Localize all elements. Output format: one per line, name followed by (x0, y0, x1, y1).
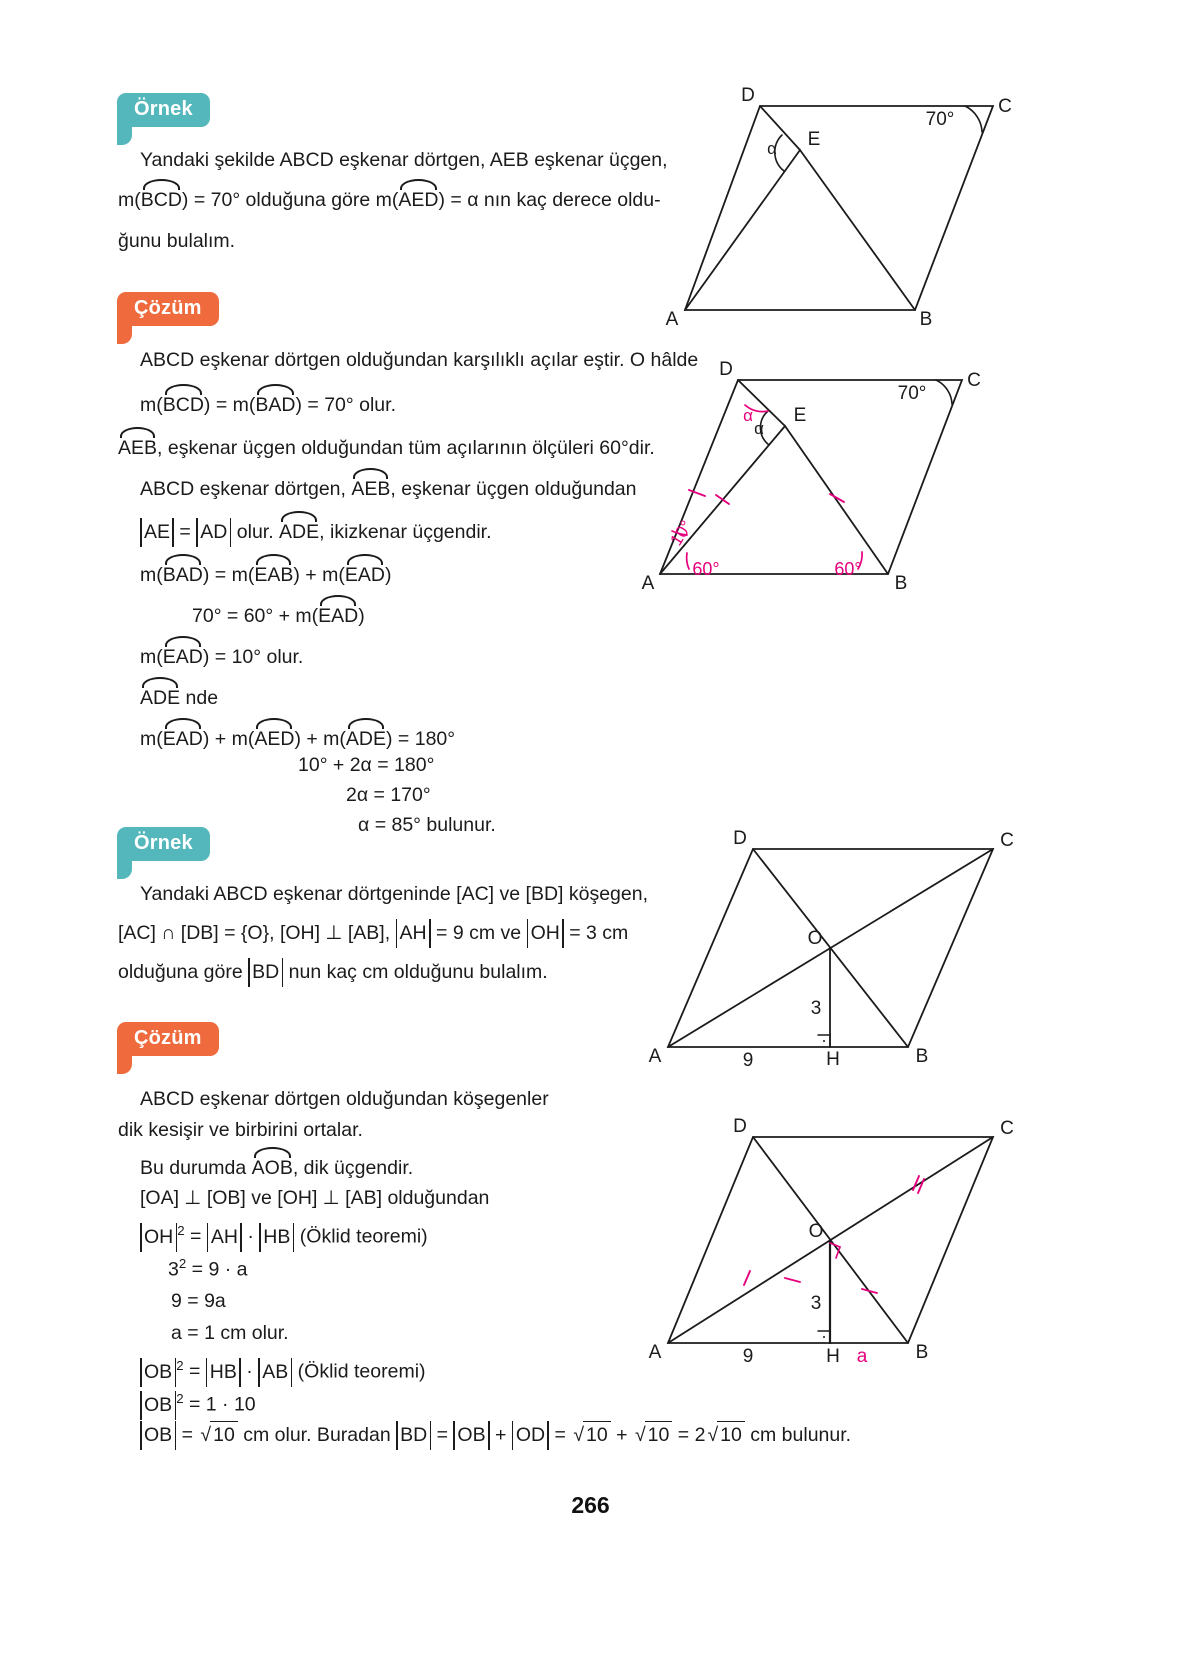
fig3-label-C: C (1000, 830, 1014, 851)
angle-label: AEB (118, 437, 158, 459)
solution2-line4: [OA] ⊥ [OB] ve [OH] ⊥ [AB] olduğundan (140, 1187, 490, 1209)
angle-arc-icon (348, 718, 384, 729)
plus2: ) + m( (294, 728, 346, 750)
angle-ade (279, 516, 319, 546)
fig2-angle-A: 60° (692, 559, 720, 579)
angle-ead (318, 600, 358, 630)
angle-bcd (141, 184, 182, 214)
fig4-measure-HB: a (856, 1346, 868, 1367)
fig2-label-D: D (719, 359, 733, 380)
angle-arc-icon (165, 636, 201, 647)
badge-ornek-1 (117, 93, 210, 146)
angle-eab (254, 559, 293, 589)
radicand: 10 (210, 1421, 238, 1449)
angle-arc-icon (165, 718, 201, 729)
abs-ah: AH (207, 1224, 242, 1251)
example2-line1: Yandaki ABCD eşkenar dörtgeninde [AC] ve [BD] köşegen, (140, 883, 649, 905)
fig3-label-O: O (807, 928, 823, 949)
tail: ) = 10° olur. (202, 646, 304, 668)
angle-bcd (163, 389, 204, 419)
angle-label: EAD (344, 564, 385, 586)
eq: = (183, 1360, 206, 1383)
fig2-label-B: B (894, 573, 908, 594)
solution1-line6 (140, 559, 391, 589)
fig2-angle-E: α (754, 419, 764, 438)
angle-arc-icon (143, 179, 180, 190)
badge-tail (117, 860, 132, 879)
fig4-label-H: H (826, 1346, 840, 1367)
fig1-label-C: C (998, 96, 1012, 117)
badge-tail (117, 1055, 132, 1074)
solution1-line11: 10° + 2α = 180° (298, 754, 435, 776)
three: 3 (168, 1258, 179, 1281)
abs-hb: HB (206, 1359, 241, 1386)
fig2-angle-B: 60° (834, 559, 862, 579)
plus: + (489, 1424, 512, 1446)
angle-label: EAD (162, 646, 203, 668)
angle-label: EAD (162, 728, 203, 750)
abs-bd: BD (248, 959, 283, 986)
m-open: m( (140, 564, 163, 586)
fig1-angle-E: α (767, 139, 777, 158)
badge-tail (117, 325, 132, 344)
solution1-line9 (140, 682, 218, 712)
solution1-line4 (140, 473, 637, 503)
abs-ah: AH (396, 920, 431, 947)
badge-ornek-1-label: Örnek (117, 93, 210, 127)
example1-mid: ) = 70° olduğuna göre m( (181, 189, 399, 211)
solution2-line9 (140, 1352, 426, 1386)
abs-bd: BD (396, 1422, 431, 1449)
angle-arc-icon (353, 468, 388, 479)
lead: olduğuna göre (118, 961, 249, 983)
angle-arc-icon (142, 677, 178, 688)
fig2-angle-C: 70° (897, 383, 927, 404)
fig3-label-D: D (733, 828, 747, 849)
badge-ornek-2 (117, 827, 210, 880)
angle-arc-icon (254, 1147, 291, 1158)
solution2-line2: dik kesişir ve birbirini ortalar. (118, 1119, 363, 1141)
angle-aeb (351, 473, 390, 503)
plus: ) + m( (293, 564, 345, 586)
angle-label: BAD (162, 564, 203, 586)
solution2-line3 (140, 1152, 413, 1182)
fig2-label-A: A (641, 573, 655, 594)
fig4-label-O: O (808, 1221, 824, 1242)
radicand: 10 (583, 1421, 611, 1449)
figure-4 (640, 1115, 1030, 1365)
radicand: 10 (645, 1421, 673, 1449)
lead: ABCD eşkenar dörtgen, (140, 478, 352, 500)
tail: cm bulunur. (744, 1424, 852, 1446)
fig1-label-B: B (919, 309, 933, 330)
angle-ead (163, 641, 203, 671)
dot: · (241, 1225, 260, 1248)
tail: nde (180, 687, 219, 709)
angle-arc-icon (165, 384, 202, 395)
angle-label: BAD (255, 394, 296, 416)
fig3-measure-AH: 9 (742, 1050, 754, 1071)
angle-bad (163, 559, 203, 589)
tail: ) = 70° olur. (295, 394, 396, 416)
angle-aob (252, 1152, 293, 1182)
fig4-measure-OH: 3 (810, 1293, 822, 1314)
badge-cozum-2-label: Çözüm (117, 1022, 219, 1056)
mid1: cm olur. Buradan (237, 1424, 397, 1446)
fig4-measure-AH: 9 (742, 1346, 754, 1367)
angle-label: EAD (318, 605, 359, 627)
abs-ae: AE (140, 519, 174, 546)
solution2-line5 (140, 1217, 428, 1251)
solution1-line3 (118, 432, 655, 462)
eq: ) = m( (203, 394, 256, 416)
radical-10c: √ 10 (633, 1421, 672, 1449)
abs-hb: HB (259, 1224, 294, 1251)
m-open: m( (140, 728, 163, 750)
angle-ead (163, 723, 203, 753)
sup-2: 2 (176, 1391, 184, 1406)
angle-label: ADE (279, 521, 320, 543)
sup-2: 2 (177, 1223, 185, 1238)
solution1-line2 (140, 389, 396, 419)
abs-ob: OB (140, 1422, 176, 1449)
angle-label: EAB (254, 564, 294, 586)
solution1-line5: AE = AD olur. ADE, ikizkenar üçgendir. (140, 516, 492, 546)
angle-arc-icon (347, 554, 383, 565)
page-number: 266 (571, 1492, 610, 1518)
angle-ead (345, 559, 385, 589)
mid: = 9 cm ve (430, 922, 527, 944)
angle-label: BCD (162, 394, 204, 416)
plus2: + (610, 1424, 633, 1446)
abs-oh: OH (527, 920, 564, 947)
abs-od: OD (512, 1422, 549, 1449)
abs-ad: AD (196, 519, 231, 546)
solution2-line1: ABCD eşkenar dörtgen olduğundan köşegenler (140, 1088, 549, 1110)
angle-ade (346, 723, 386, 753)
example1-line3: ğunu bulalım. (118, 230, 236, 252)
tail: , eşkenar üçgen olduğundan (390, 478, 637, 500)
angle-arc-icon (281, 511, 317, 522)
figure-3 (640, 828, 1030, 1071)
solution2-line6 (168, 1250, 247, 1284)
fig4-label-B: B (915, 1342, 929, 1363)
badge-cozum-1 (117, 292, 219, 345)
fig3-measure-OH: 3 (810, 998, 822, 1019)
example1-tail: ) = α nın kaç derece oldu- (438, 189, 661, 211)
radicand: 10 (717, 1421, 745, 1449)
fig3-label-B: B (915, 1046, 929, 1067)
sup-2: 2 (176, 1358, 184, 1373)
tail: = 3 cm (563, 922, 629, 944)
fig1-angle-C: 70° (925, 109, 955, 130)
abs-ab: AB (258, 1359, 292, 1386)
radical-10: √ 10 (198, 1421, 237, 1449)
eq3: = (549, 1424, 572, 1446)
lead: 70° = 60° + m( (192, 605, 319, 627)
abs-ob: OB (140, 1359, 176, 1386)
tail: , eşkenar üçgen olduğundan tüm açılarının ölçüleri 60°dir. (157, 437, 655, 459)
fig1-label-D: D (741, 85, 755, 106)
example1-line2 (118, 184, 661, 214)
abs-ob2: OB (453, 1422, 489, 1449)
angle-aeb (118, 432, 157, 462)
fig1-label-A: A (665, 309, 679, 330)
angle-label: ADE (140, 687, 181, 709)
angle-arc-icon (257, 384, 293, 395)
example2-line2 (118, 920, 628, 947)
figure-2 (640, 359, 1020, 598)
close: ) (384, 564, 392, 586)
radical-10b: √ 10 (571, 1421, 610, 1449)
angle-arc-icon (256, 554, 291, 565)
angle-arc-icon (256, 718, 292, 729)
fig2-angle-D-pink: α (743, 406, 753, 425)
angle-aed (398, 184, 438, 214)
tail: = 9 · a (186, 1258, 248, 1281)
angle-label: AED (254, 728, 295, 750)
badge-ornek-2-label: Örnek (117, 827, 210, 861)
example2-line3 (118, 959, 548, 986)
solution1-line7 (192, 600, 365, 630)
figure-1 (660, 85, 1060, 333)
eq2: = (431, 1424, 454, 1446)
mid: olur. (231, 521, 280, 543)
angle-label: AEB (351, 478, 391, 500)
angle-arc-icon (320, 595, 356, 606)
lead: [AC] ∩ [DB] = {O}, [OH] ⊥ [AB], (118, 922, 396, 944)
fig3-label-A: A (648, 1046, 662, 1067)
solution1-line10 (140, 723, 455, 753)
solution2-line11 (140, 1421, 851, 1449)
solution2-line7: 9 = 9a (171, 1290, 226, 1312)
eq: = (184, 1225, 207, 1248)
m-open: m( (140, 394, 163, 416)
angle-label: ADE (345, 728, 387, 750)
abs-ob: OB (140, 1392, 176, 1419)
plus: ) + m( (202, 728, 255, 750)
angle-label: AOB (251, 1157, 293, 1179)
solution1-line13: α = 85° bulunur. (358, 814, 496, 836)
angle-arc-icon (120, 427, 155, 438)
solution1-line1: ABCD eşkenar dörtgen olduğundan karşılıklı açılar eştir. O hâlde (140, 349, 699, 371)
fig3-label-H: H (826, 1049, 840, 1070)
eq: = (176, 1424, 199, 1446)
angle-arc-icon (400, 179, 436, 190)
radical-10d: √ 10 (705, 1421, 744, 1449)
tail: = 1 · 10 (183, 1393, 256, 1416)
angle-arc-icon (165, 554, 201, 565)
angle-ade (140, 682, 180, 712)
fig2-angle-A-narrow: 10° (666, 517, 697, 550)
fig2-label-E: E (793, 405, 807, 426)
fig4-label-C: C (1000, 1118, 1014, 1139)
lead: Bu durumda (140, 1157, 252, 1179)
badge-cozum-1-label: Çözüm (117, 292, 219, 326)
abs-oh: OH (140, 1224, 177, 1251)
eq: ) = m( (202, 564, 255, 586)
close: ) (358, 605, 365, 627)
m-open: m( (118, 189, 141, 211)
m-open: m( (140, 646, 163, 668)
tail: ) = 180° (386, 728, 456, 750)
example1-line1: Yandaki şekilde ABCD eşkenar dörtgen, AEB eşkenar üçgen, (140, 149, 668, 171)
fig4-label-A: A (648, 1342, 662, 1363)
fig1-label-E: E (807, 129, 821, 150)
solution1-line12: 2α = 170° (346, 784, 431, 806)
solution1-line8 (140, 641, 303, 671)
angle-aed-label: AED (398, 189, 439, 211)
eq4: = 2 (672, 1424, 706, 1446)
solution2-line10 (140, 1385, 256, 1419)
dot: · (240, 1360, 259, 1383)
tail: , ikizkenar üçgendir. (319, 521, 492, 543)
tail: nun kaç cm olduğunu bulalım. (283, 961, 548, 983)
angle-bcd-label: BCD (140, 189, 182, 211)
angle-bad (255, 389, 295, 419)
sup-2: 2 (178, 1256, 187, 1271)
badge-cozum-2 (117, 1022, 219, 1075)
badge-tail (117, 126, 132, 145)
solution2-line8: a = 1 cm olur. (171, 1322, 289, 1344)
tail: (Öklid teoremi) (294, 1225, 428, 1248)
angle-aed (254, 723, 294, 753)
fig4-label-D: D (733, 1116, 747, 1137)
tail: , dik üçgendir. (292, 1157, 414, 1179)
tail: (Öklid teoremi) (292, 1360, 426, 1383)
fig2-label-C: C (967, 370, 981, 391)
